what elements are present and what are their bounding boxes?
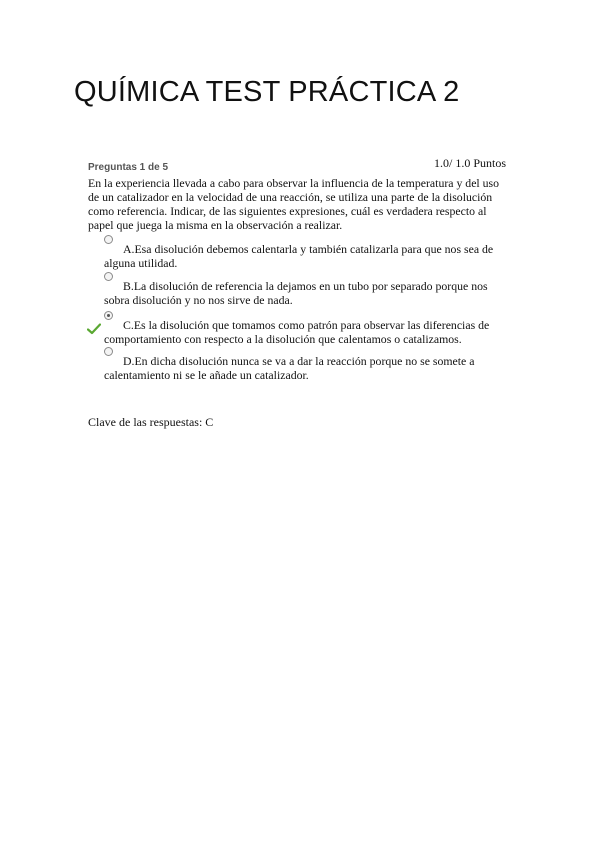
option-a-label: A.Esa disolución debemos calentarla y también catalizarla para que nos sea de alguna utilidad. [104, 242, 494, 270]
radio-icon[interactable] [104, 272, 113, 281]
page-title: QUÍMICA TEST PRÁCTICA 2 [74, 76, 460, 108]
question-counter: Preguntas 1 de 5 [88, 162, 169, 173]
option-d-label: D.En dicha disolución nunca se va a dar la reacción porque no se somete a calentamiento ni se le añade un catalizador. [104, 354, 475, 382]
check-icon [87, 323, 101, 335]
question-header [88, 156, 506, 176]
option-b[interactable] [104, 279, 504, 307]
option-d[interactable] [104, 354, 504, 382]
option-c-label: C.Es la disolución que tomamos como patrón para observar las diferencias de comportamiento con respecto a la disolución que calentamos o catalizamos. [104, 318, 490, 346]
radio-icon[interactable] [104, 235, 113, 244]
option-a[interactable] [104, 242, 504, 270]
radio-icon[interactable] [104, 311, 113, 320]
answer-key: Clave de las respuestas: C [88, 415, 214, 429]
question-text: En la experiencia llevada a cabo para observar la influencia de la temperatura y del uso de un catalizador en la velocidad de una reacción, se utiliza una parte de la disolución como referencia. Indicar, de las siguientes expresiones, cuál es verdadera respecto al papel que juega la misma en la observación a realizar. [88, 176, 500, 232]
option-b-label: B.La disolución de referencia la dejamos en un tubo por separado porque nos sobra disolución y no nos sirve de nada. [104, 279, 488, 307]
radio-icon[interactable] [104, 347, 113, 356]
question-points: 1.0/ 1.0 Puntos [433, 156, 506, 170]
option-c[interactable] [104, 318, 504, 346]
